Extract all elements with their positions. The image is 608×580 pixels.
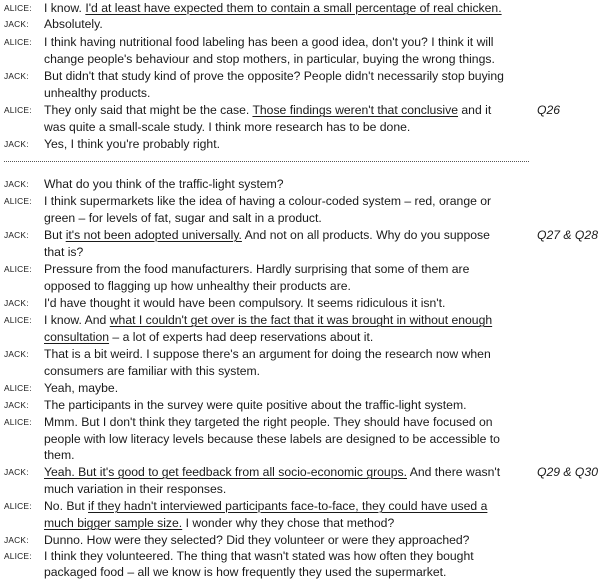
transcript-line — [0, 329, 608, 345]
dialogue-text: Yes, I think you're probably right. — [44, 137, 220, 151]
section-divider — [4, 161, 529, 162]
transcript-line — [0, 68, 608, 84]
speaker-label: ALICE: — [4, 264, 32, 274]
transcript-line — [0, 210, 608, 226]
underlined-answer-text: Those findings weren't that conclusive — [252, 103, 459, 117]
transcript-line — [0, 447, 608, 463]
speaker-label: ALICE: — [4, 315, 32, 325]
dialogue-text: Pressure from the food manufacturers. Hardly surprising that some of them are — [44, 262, 470, 276]
transcript-line — [0, 346, 608, 362]
transcript-line — [0, 464, 608, 480]
transcript-line — [0, 176, 608, 192]
transcript-line — [0, 312, 608, 328]
transcript-line — [0, 51, 608, 67]
text-plain: They only said that might be the case. — [44, 103, 253, 117]
question-reference: Q27 & Q28 — [537, 228, 598, 242]
text-plain: No. But — [44, 499, 89, 513]
transcript-line — [0, 244, 608, 260]
dialogue-text: The participants in the survey were quite positive about the traffic-light system. — [44, 398, 467, 412]
transcript-line — [0, 515, 608, 531]
dialogue-text: change people's behaviour and stop mothers, in particular, buying the wrong things. — [44, 52, 495, 66]
speaker-label: ALICE: — [4, 417, 32, 427]
question-reference: Q29 & Q30 — [537, 465, 598, 479]
speaker-label: ALICE: — [4, 551, 32, 561]
dialogue-text: Yeah, maybe. — [44, 381, 119, 395]
dialogue-text: Absolutely. — [44, 17, 103, 31]
text-plain: And not on all products. Why do you suppose — [241, 228, 490, 242]
dialogue-text: people with low literacy levels because these labels are designed to be accessible to — [44, 432, 500, 446]
dialogue-text: Dunno. How were they selected? Did they volunteer or were they approached? — [44, 533, 470, 547]
transcript-line — [0, 548, 608, 564]
speaker-label: JACK: — [4, 179, 29, 189]
text-plain: I know. And — [44, 313, 110, 327]
transcript-line — [0, 261, 608, 277]
dialogue-text: I think supermarkets like the idea of having a colour-coded system – red, orange or — [44, 194, 492, 208]
speaker-label: JACK: — [4, 19, 29, 29]
speaker-label: JACK: — [4, 349, 29, 359]
transcript-line — [0, 532, 608, 548]
dialogue-text — [44, 515, 394, 531]
transcript-line — [0, 397, 608, 413]
transcript-line — [0, 295, 608, 311]
transcript-line — [0, 193, 608, 209]
underlined-answer-text: consultation — [44, 330, 110, 344]
dialogue-text: Mmm. But I don't think they targeted the right people. They should have focused on — [44, 415, 493, 429]
speaker-label: JACK: — [4, 298, 29, 308]
speaker-label: ALICE: — [4, 105, 32, 115]
dialogue-text — [44, 0, 502, 16]
dialogue-text: them. — [44, 448, 75, 462]
dialogue-text: But didn't that study kind of prove the opposite? People didn't necessarily stop buying — [44, 69, 504, 83]
transcript-line — [0, 363, 608, 379]
transcript-line — [0, 0, 608, 16]
transcript-line — [0, 564, 608, 580]
transcript-line — [0, 498, 608, 514]
transcript-line — [0, 136, 608, 152]
question-reference: Q26 — [537, 103, 561, 117]
transcript-line — [0, 85, 608, 101]
dialogue-text: was quite a small-scale study. I think more research has to be done. — [44, 120, 411, 134]
underlined-answer-text: if they hadn't interviewed participants face-to-face, they could have used a — [88, 499, 488, 513]
dialogue-text: unhealthy products. — [44, 86, 151, 100]
transcript-line — [0, 414, 608, 430]
transcript-line — [0, 278, 608, 294]
speaker-label: ALICE: — [4, 383, 32, 393]
transcript-line — [0, 481, 608, 497]
speaker-label: JACK: — [4, 230, 29, 240]
transcript-line — [0, 16, 608, 32]
dialogue-text: I think having nutritional food labeling has been a good idea, don't you? I think it will — [44, 35, 494, 49]
dialogue-text: opposed to flagging up how unhealthy their products are. — [44, 279, 351, 293]
speaker-label: JACK: — [4, 139, 29, 149]
dialogue-text: packaged food – all we know is how frequently they used the supermarket. — [44, 565, 447, 579]
underlined-answer-text: much bigger sample size. — [44, 516, 183, 530]
transcript-line — [0, 431, 608, 447]
dialogue-text: I think they volunteered. The thing that wasn't stated was how often they bought — [44, 549, 474, 563]
text-plain: But — [44, 228, 66, 242]
underlined-answer-text: it's not been adopted universally. — [65, 228, 242, 242]
text-plain: – a lot of experts had deep reservations about it. — [109, 330, 374, 344]
speaker-label: JACK: — [4, 535, 29, 545]
dialogue-text — [44, 498, 487, 514]
transcript-line — [0, 227, 608, 243]
underlined-answer-text: Yeah. But it's good to get feedback from all socio-economic groups. — [44, 465, 407, 479]
dialogue-text — [44, 102, 491, 118]
text-plain: And there wasn't — [406, 465, 501, 479]
dialogue-text: What do you think of the traffic-light system? — [44, 177, 284, 191]
speaker-label: ALICE: — [4, 196, 32, 206]
speaker-label: ALICE: — [4, 3, 32, 13]
speaker-label: JACK: — [4, 71, 29, 81]
transcript-line — [0, 119, 608, 135]
transcript-line — [0, 380, 608, 396]
dialogue-text — [44, 329, 373, 345]
text-plain: I know. — [44, 1, 86, 15]
underlined-answer-text: I'd at least have expected them to contain a small percentage of real chicken. — [85, 1, 502, 15]
dialogue-text: green – for levels of fat, sugar and salt in a product. — [44, 211, 322, 225]
underlined-answer-text: what I couldn't get over is the fact that it was brought in without enough — [109, 313, 493, 327]
text-plain: I wonder why they chose that method? — [182, 516, 395, 530]
dialogue-text: that is? — [44, 245, 84, 259]
dialogue-text: consumers are familiar with this system. — [44, 364, 261, 378]
dialogue-text: That is a bit weird. I suppose there's an argument for doing the research now when — [44, 347, 491, 361]
speaker-label: ALICE: — [4, 501, 32, 511]
text-plain: and it — [458, 103, 492, 117]
dialogue-text: I'd have thought it would have been compulsory. It seems ridiculous it isn't. — [44, 296, 446, 310]
dialogue-text: much variation in their responses. — [44, 482, 227, 496]
dialogue-text — [44, 312, 492, 328]
dialogue-text — [44, 464, 500, 480]
speaker-label: JACK: — [4, 467, 29, 477]
speaker-label: ALICE: — [4, 37, 32, 47]
dialogue-text — [44, 227, 490, 243]
transcript-line — [0, 102, 608, 118]
transcript-line — [0, 34, 608, 50]
speaker-label: JACK: — [4, 400, 29, 410]
